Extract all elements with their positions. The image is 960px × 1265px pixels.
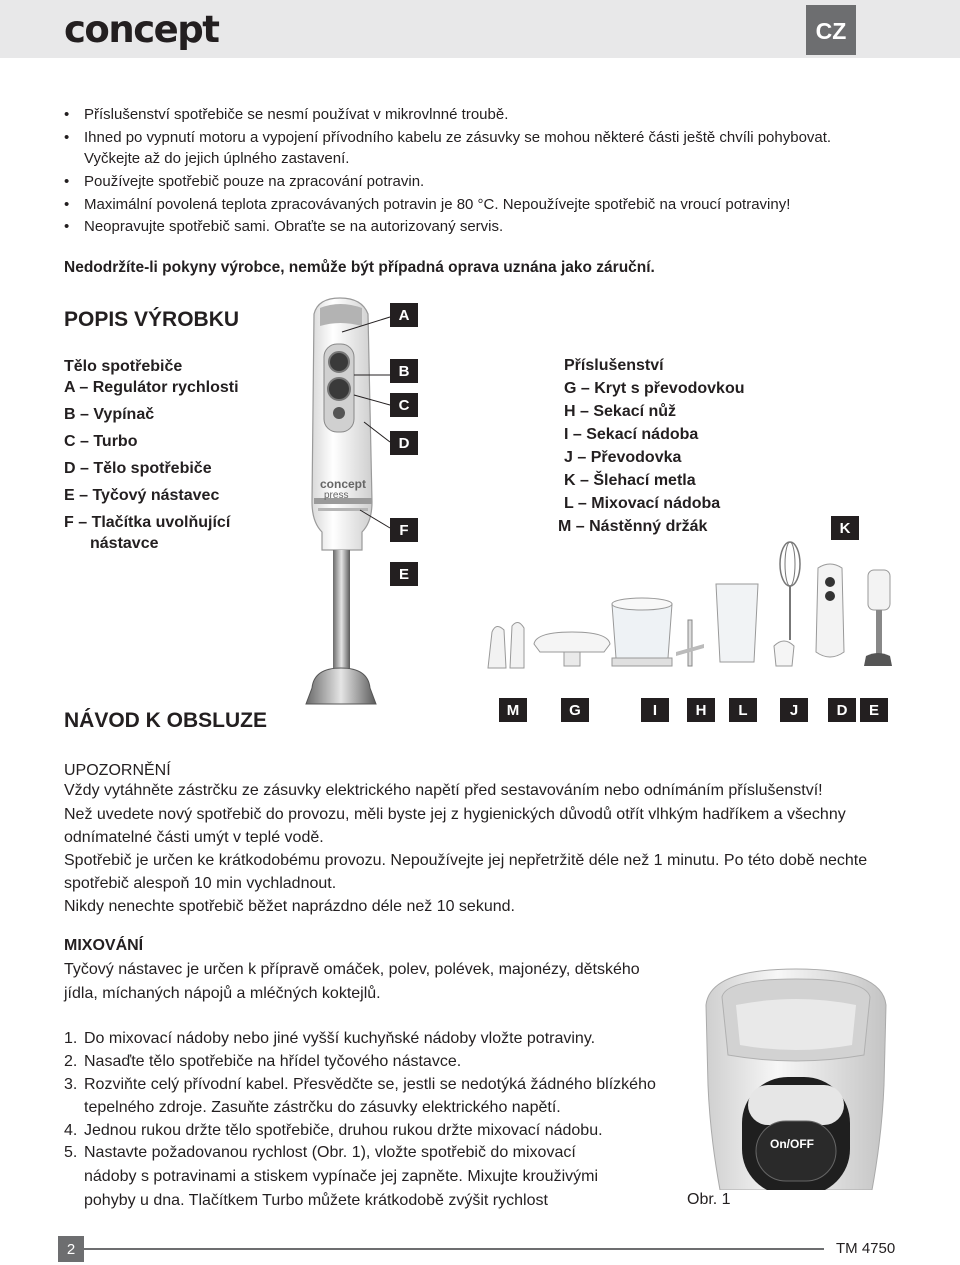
accessories-illustration bbox=[480, 540, 900, 680]
device-brand-text: concept bbox=[320, 477, 367, 491]
mixovani-intro: Tyčový nástavec je určen k přípravě omáček, polev, polévek, majonézy, dětského bbox=[64, 961, 640, 978]
figure-caption: Obr. 1 bbox=[687, 1191, 731, 1208]
bullet-text: Neopravujte spotřebič sami. Obraťte se na autorizovaný servis. bbox=[84, 218, 504, 235]
label-m: M bbox=[499, 698, 527, 722]
step-number: 4. bbox=[64, 1122, 78, 1139]
body-heading: Tělo spotřebiče bbox=[64, 358, 183, 375]
bullet-item: • Maximální povolená teplota zpracovávaných potravin je 80 °C. Nepoužívejte spotřebič na vroucí potraviny! bbox=[64, 196, 791, 213]
footer-rule bbox=[84, 1248, 824, 1250]
upozorneni-line: Spotřebič je určen ke krátkodobému provozu. Nepoužívejte jej nepřetržitě déle než 1 minutu. Po této době nechte bbox=[64, 852, 868, 869]
model-number: TM 4750 bbox=[836, 1240, 896, 1257]
label-k: K bbox=[831, 516, 859, 540]
label-g: G bbox=[561, 698, 589, 722]
accessory-item: J – Převodovka bbox=[564, 449, 682, 466]
section-title-navod: NÁVOD K OBSLUZE bbox=[64, 709, 268, 732]
warranty-warning: Nedodržíte-li pokyny výrobce, nemůže být případná oprava uznána jako záruční. bbox=[64, 259, 655, 276]
bullet-item: • Příslušenství spotřebiče se nesmí používat v mikrovlnné troubě. bbox=[64, 106, 509, 123]
step-text: Rozviňte celý přívodní kabel. Přesvědčte se, jestli se nedotýká žádného blízkého bbox=[84, 1076, 656, 1093]
step-number: 3. bbox=[64, 1076, 78, 1093]
step-number: 5. bbox=[64, 1144, 78, 1161]
label-a: A bbox=[390, 303, 418, 327]
bullet-continuation: Vyčkejte až do jejich úplného zastavení. bbox=[84, 150, 350, 167]
figure-onoff-label: On/OFF bbox=[770, 1137, 814, 1151]
label-e-bottom: E bbox=[860, 698, 888, 722]
bullet-text: Maximální povolená teplota zpracovávaných potravin je 80 °C. Nepoužívejte spotřebič na vroucí potraviny! bbox=[84, 196, 791, 213]
section-title-popis: POPIS VÝROBKU bbox=[64, 308, 240, 331]
label-f: F bbox=[390, 518, 418, 542]
callout-lines bbox=[340, 310, 400, 540]
label-j: J bbox=[780, 698, 808, 722]
accessory-item: L – Mixovací nádoba bbox=[564, 495, 721, 512]
body-item: B – Vypínač bbox=[64, 406, 155, 423]
language-badge: CZ bbox=[806, 5, 856, 55]
upozorneni-line: odnímatelné části umýt v teplé vodě. bbox=[64, 829, 324, 846]
figure-1-blender-closeup bbox=[696, 965, 896, 1190]
accessory-item: G – Kryt s převodovkou bbox=[564, 380, 745, 397]
body-item: F – Tlačítka uvolňující bbox=[64, 514, 231, 531]
step-text: tepelného zdroje. Zasuňte zástrčku do zásuvky elektrického napětí. bbox=[84, 1099, 561, 1116]
accessory-item: K – Šlehací metla bbox=[564, 472, 696, 489]
upozorneni-line: Vždy vytáhněte zástrčku ze zásuvky elektrického napětí před sestavováním nebo odnímáním příslušenství! bbox=[64, 782, 823, 799]
mixovani-intro: jídla, míchaných nápojů a mléčných koktejlů. bbox=[64, 985, 381, 1002]
body-item: C – Turbo bbox=[64, 433, 138, 450]
accessory-item: I – Sekací nádoba bbox=[564, 426, 699, 443]
step-number: 1. bbox=[64, 1030, 78, 1047]
step-text: Nastavte požadovanou rychlost (Obr. 1), vložte spotřebič do mixovací bbox=[84, 1144, 576, 1161]
accessories-heading: Příslušenství bbox=[564, 357, 664, 374]
accessory-item: H – Sekací nůž bbox=[564, 403, 677, 420]
bullet-item: • Neopravujte spotřebič sami. Obraťte se na autorizovaný servis. bbox=[64, 218, 504, 235]
brand-logo: concept bbox=[64, 8, 219, 51]
body-item-continuation: nástavce bbox=[90, 535, 159, 552]
upozorneni-heading: UPOZORNĚNÍ bbox=[64, 762, 171, 779]
bullet-text: Ihned po vypnutí motoru a vypojení přívodního kabelu ze zásuvky se mohou některé části ještě chvíli pohybovat. bbox=[84, 129, 832, 146]
label-h: H bbox=[687, 698, 715, 722]
bullet-item: • Ihned po vypnutí motoru a vypojení přívodního kabelu ze zásuvky se mohou některé části ještě chvíli pohybovat. bbox=[64, 129, 832, 146]
step-number: 2. bbox=[64, 1053, 78, 1070]
bullet-item: • Používejte spotřebič pouze na zpracování potravin. bbox=[64, 173, 425, 190]
accessory-item: M – Nástěnný držák bbox=[558, 518, 708, 535]
step-text: nádoby s potravinami a stiskem vypínače jej zapněte. Mixujte krouživými bbox=[84, 1168, 598, 1185]
label-e: E bbox=[390, 562, 418, 586]
label-i: I bbox=[641, 698, 669, 722]
upozorneni-line: Než uvedete nový spotřebič do provozu, měli byste jej z hygienických důvodů otřít vlhkým hadříkem a všechny bbox=[64, 806, 846, 823]
page-number: 2 bbox=[58, 1236, 84, 1262]
label-c: C bbox=[390, 393, 418, 417]
body-item: E – Tyčový nástavec bbox=[64, 487, 220, 504]
bullet-text: Příslušenství spotřebiče se nesmí používat v mikrovlnné troubě. bbox=[84, 106, 509, 123]
label-d-bottom: D bbox=[828, 698, 856, 722]
upozorneni-line: spotřebič alespoň 10 min vychladnout. bbox=[64, 875, 337, 892]
label-l: L bbox=[729, 698, 757, 722]
step-text: Jednou rukou držte tělo spotřebiče, druhou rukou držte mixovací nádobu. bbox=[84, 1122, 603, 1139]
step-text: Do mixovací nádoby nebo jiné vyšší kuchyňské nádoby vložte potraviny. bbox=[84, 1030, 596, 1047]
mixovani-heading: MIXOVÁNÍ bbox=[64, 937, 144, 954]
step-text: Nasaďte tělo spotřebiče na hřídel tyčového nástavce. bbox=[84, 1053, 462, 1070]
device-sub-text: press bbox=[324, 490, 349, 501]
step-text: pohyby u dna. Tlačítkem Turbo můžete krátkodobě zvýšit rychlost bbox=[84, 1192, 548, 1209]
body-item: A – Regulátor rychlosti bbox=[64, 379, 239, 396]
label-d: D bbox=[390, 431, 418, 455]
upozorneni-line: Nikdy nenechte spotřebič běžet naprázdno déle než 10 sekund. bbox=[64, 898, 515, 915]
bullet-text: Používejte spotřebič pouze na zpracování potravin. bbox=[84, 173, 425, 190]
body-item: D – Tělo spotřebiče bbox=[64, 460, 212, 477]
label-b: B bbox=[390, 359, 418, 383]
